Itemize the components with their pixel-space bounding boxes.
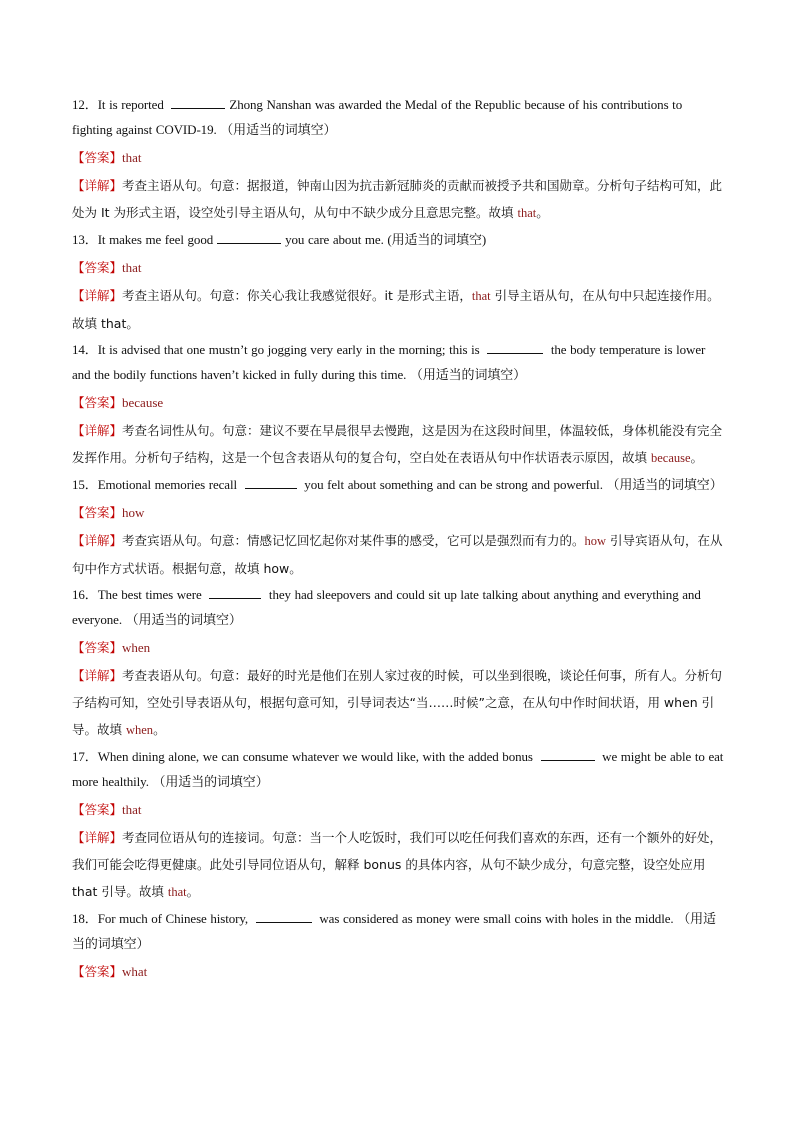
- question-text: 16．The best times were they had sleepovers and could sit up late talking about anything and everything and everyone. （用适当的词填空）: [72, 587, 701, 627]
- answer-value: how: [122, 505, 145, 520]
- answer-line: [72, 144, 724, 172]
- answer-value: that: [122, 150, 142, 165]
- answer-tag: 【答案】: [72, 802, 123, 817]
- blank-line: [217, 231, 281, 244]
- blank-line: [209, 586, 261, 599]
- explanation: 【详解】考查同位语从句的连接词。句意：当一个人吃饭时，我们可以吃任何我们喜欢的东西，还有一个额外的好处，我们可能会吃得更健康。此处引导同位语从句，解释 bonus 的具体内容，从句不缺少成分，句意完整，设空处应用 that 引导。故填 that。: [72, 830, 723, 899]
- answer-tag: 【答案】: [72, 964, 123, 979]
- answer-tag: 【答案】: [72, 505, 123, 520]
- explanation: 【详解】考查主语从句。句意：据报道，钟南山因为抗击新冠肺炎的贡献而被授予共和国勋章。分析句子结构可知，此处为 It 为形式主语，设空处引导主语从句，从句中不缺少成分且意思完整。故填 that。: [72, 178, 723, 220]
- answer-line: [72, 499, 724, 527]
- answer-tag: 【答案】: [72, 640, 123, 655]
- blank-line: [256, 910, 312, 923]
- question-text: 18．For much of Chinese history, was considered as money were small coins with holes in the middle. （用适当的词填空）: [72, 911, 716, 951]
- answer-line: [72, 254, 724, 282]
- detail-tag: 【详解】: [72, 423, 123, 438]
- detail-tag: 【详解】: [72, 178, 123, 193]
- answer-tag: 【答案】: [72, 150, 123, 165]
- question-item: [72, 582, 724, 744]
- explanation: 【详解】考查主语从句。句意：你关心我让我感觉很好。it 是形式主语，that 引导主语从句，在从句中只起连接作用。故填 that。: [72, 288, 720, 331]
- answer-value: that: [122, 260, 142, 275]
- question-item: [72, 472, 724, 582]
- blank-line: [171, 96, 225, 109]
- answer-value: what: [122, 964, 148, 979]
- question-text: 13．It makes me feel good you care about me. (用适当的词填空): [72, 232, 487, 247]
- blank-line: [245, 476, 297, 489]
- answer-tag: 【答案】: [72, 395, 123, 410]
- question-item: [72, 92, 724, 227]
- answer-value: that: [122, 802, 142, 817]
- answer-value: when: [122, 640, 151, 655]
- answer-tag: 【答案】: [72, 260, 123, 275]
- detail-tag: 【详解】: [72, 830, 123, 845]
- detail-tag: 【详解】: [72, 668, 123, 683]
- explanation: 【详解】考查表语从句。句意：最好的时光是他们在别人家过夜的时候，可以坐到很晚，谈论任何事，所有人。分析句子结构可知，空处引导表语从句，根据句意可知，引导词表达“当……时候”之意，在从句中作时间状语，用 when 引导。故填 when。: [72, 668, 723, 737]
- explanation: 【详解】考查名词性从句。句意：建议不要在早晨很早去慢跑，这是因为在这段时间里，体温较低，身体机能没有完全发挥作用。分析句子结构，这是一个包含表语从句的复合句，空白处在表语从句中作状语表示原因，故填 because。: [72, 423, 723, 465]
- question-text: 15．Emotional memories recall you felt about something and can be strong and powerful. （用适当的词填空）: [72, 477, 723, 492]
- answer-value: because: [122, 395, 164, 410]
- detail-tag: 【详解】: [72, 533, 123, 548]
- question-text: 12．It is reported Zhong Nanshan was awarded the Medal of the Republic because of his contributions to fighting against COVID-19. （用适当的词填空）: [72, 97, 683, 137]
- document-page: [72, 92, 724, 986]
- question-item: [72, 906, 724, 986]
- answer-line: [72, 958, 724, 986]
- explanation: 【详解】考查宾语从句。句意：情感记忆回忆起你对某件事的感受，它可以是强烈而有力的。how 引导宾语从句，在从句中作方式状语。根据句意，故填 how。: [72, 533, 723, 576]
- detail-tag: 【详解】: [72, 288, 123, 303]
- answer-line: [72, 389, 724, 417]
- question-item: [72, 227, 724, 337]
- question-text: 17．When dining alone, we can consume whatever we would like, with the added bonus we might be able to eat more healthily. （用适当的词填空）: [72, 749, 724, 789]
- question-item: [72, 744, 724, 906]
- answer-line: [72, 634, 724, 662]
- answer-line: [72, 796, 724, 824]
- blank-line: [541, 748, 595, 761]
- question-text: 14．It is advised that one mustn’t go jogging very early in the morning; this is the body temperature is lower and the bodily functions haven’t kicked in fully during this time. （用适当的词填空）: [72, 342, 706, 382]
- blank-line: [487, 341, 543, 354]
- question-item: [72, 337, 724, 472]
